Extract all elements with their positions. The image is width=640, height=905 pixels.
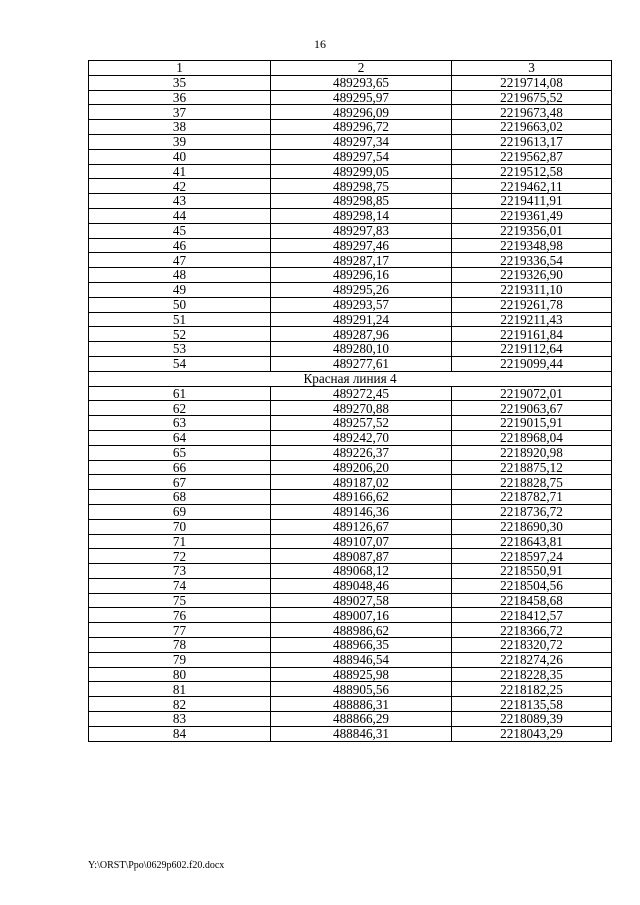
table-row xyxy=(89,134,612,149)
table-row xyxy=(89,490,612,505)
table-row xyxy=(89,105,612,120)
table-row xyxy=(89,327,612,342)
table-row xyxy=(89,416,612,431)
point-number-cell: 79 xyxy=(89,652,271,667)
point-number-cell: 43 xyxy=(89,194,271,209)
y-coordinate-cell: 2218875,12 xyxy=(452,460,612,475)
table-row xyxy=(89,638,612,653)
point-number-cell: 74 xyxy=(89,578,271,593)
table-row xyxy=(89,90,612,105)
y-coordinate-cell: 2218135,58 xyxy=(452,697,612,712)
y-coordinate-cell: 2219411,91 xyxy=(452,194,612,209)
point-number-cell: 68 xyxy=(89,490,271,505)
y-coordinate-cell: 2218782,71 xyxy=(452,490,612,505)
point-number-cell: 81 xyxy=(89,682,271,697)
y-coordinate-cell: 2219336,54 xyxy=(452,253,612,268)
table-row xyxy=(89,297,612,312)
table-row xyxy=(89,682,612,697)
table-row xyxy=(89,519,612,534)
y-coordinate-cell: 2219261,78 xyxy=(452,297,612,312)
x-coordinate-cell: 489297,34 xyxy=(271,134,452,149)
point-number-cell: 42 xyxy=(89,179,271,194)
table-row xyxy=(89,504,612,519)
point-number-cell: 36 xyxy=(89,90,271,105)
section-title-row xyxy=(89,371,612,386)
table-row xyxy=(89,667,612,682)
y-coordinate-cell: 2219326,90 xyxy=(452,268,612,283)
point-number-cell: 80 xyxy=(89,667,271,682)
table-row xyxy=(89,593,612,608)
x-coordinate-cell: 489166,62 xyxy=(271,490,452,505)
point-number-cell: 48 xyxy=(89,268,271,283)
y-coordinate-cell: 2218043,29 xyxy=(452,726,612,741)
table-row xyxy=(89,445,612,460)
x-coordinate-cell: 488846,31 xyxy=(271,726,452,741)
table-row xyxy=(89,549,612,564)
x-coordinate-cell: 489299,05 xyxy=(271,164,452,179)
y-coordinate-cell: 2218366,72 xyxy=(452,623,612,638)
y-coordinate-cell: 2219361,49 xyxy=(452,208,612,223)
table-row xyxy=(89,312,612,327)
point-number-cell: 35 xyxy=(89,75,271,90)
table-row xyxy=(89,578,612,593)
table-row xyxy=(89,608,612,623)
footer-file-path: Y:\ORST\Ppo\0629p602.f20.docx xyxy=(88,860,225,871)
point-number-cell: 73 xyxy=(89,564,271,579)
y-coordinate-cell: 2218274,26 xyxy=(452,652,612,667)
x-coordinate-cell: 489291,24 xyxy=(271,312,452,327)
y-coordinate-cell: 2219663,02 xyxy=(452,120,612,135)
x-coordinate-cell: 489296,16 xyxy=(271,268,452,283)
table-row xyxy=(89,120,612,135)
point-number-cell: 62 xyxy=(89,401,271,416)
table-row xyxy=(89,194,612,209)
x-coordinate-cell: 489297,83 xyxy=(271,223,452,238)
column-header-y: 3 xyxy=(452,61,612,76)
point-number-cell: 77 xyxy=(89,623,271,638)
y-coordinate-cell: 2218550,91 xyxy=(452,564,612,579)
point-number-cell: 50 xyxy=(89,297,271,312)
point-number-cell: 41 xyxy=(89,164,271,179)
x-coordinate-cell: 489087,87 xyxy=(271,549,452,564)
table-row xyxy=(89,164,612,179)
y-coordinate-cell: 2218228,35 xyxy=(452,667,612,682)
y-coordinate-cell: 2219099,44 xyxy=(452,356,612,371)
x-coordinate-cell: 488946,54 xyxy=(271,652,452,667)
table-row xyxy=(89,223,612,238)
point-number-cell: 37 xyxy=(89,105,271,120)
point-number-cell: 40 xyxy=(89,149,271,164)
table-row xyxy=(89,623,612,638)
point-number-cell: 46 xyxy=(89,238,271,253)
y-coordinate-cell: 2219562,87 xyxy=(452,149,612,164)
x-coordinate-cell: 489293,57 xyxy=(271,297,452,312)
x-coordinate-cell: 488986,62 xyxy=(271,623,452,638)
table-row xyxy=(89,726,612,741)
x-coordinate-cell: 489126,67 xyxy=(271,519,452,534)
point-number-cell: 72 xyxy=(89,549,271,564)
y-coordinate-cell: 2218643,81 xyxy=(452,534,612,549)
table-row xyxy=(89,697,612,712)
x-coordinate-cell: 489257,52 xyxy=(271,416,452,431)
x-coordinate-cell: 488866,29 xyxy=(271,712,452,727)
y-coordinate-cell: 2218736,72 xyxy=(452,504,612,519)
x-coordinate-cell: 489277,61 xyxy=(271,356,452,371)
table-row xyxy=(89,75,612,90)
table-row xyxy=(89,564,612,579)
x-coordinate-cell: 489295,26 xyxy=(271,282,452,297)
point-number-cell: 70 xyxy=(89,519,271,534)
column-header-point: 1 xyxy=(89,61,271,76)
x-coordinate-cell: 489287,17 xyxy=(271,253,452,268)
x-coordinate-cell: 489293,65 xyxy=(271,75,452,90)
point-number-cell: 61 xyxy=(89,386,271,401)
x-coordinate-cell: 489297,46 xyxy=(271,238,452,253)
point-number-cell: 67 xyxy=(89,475,271,490)
table-row xyxy=(89,238,612,253)
point-number-cell: 45 xyxy=(89,223,271,238)
table-row xyxy=(89,253,612,268)
y-coordinate-cell: 2219714,08 xyxy=(452,75,612,90)
table-row xyxy=(89,208,612,223)
y-coordinate-cell: 2218968,04 xyxy=(452,430,612,445)
point-number-cell: 47 xyxy=(89,253,271,268)
point-number-cell: 53 xyxy=(89,342,271,357)
y-coordinate-cell: 2219348,98 xyxy=(452,238,612,253)
point-number-cell: 82 xyxy=(89,697,271,712)
x-coordinate-cell: 489242,70 xyxy=(271,430,452,445)
x-coordinate-cell: 489298,75 xyxy=(271,179,452,194)
point-number-cell: 64 xyxy=(89,430,271,445)
x-coordinate-cell: 489296,72 xyxy=(271,120,452,135)
table-row xyxy=(89,430,612,445)
x-coordinate-cell: 489280,10 xyxy=(271,342,452,357)
y-coordinate-cell: 2218089,39 xyxy=(452,712,612,727)
x-coordinate-cell: 489007,16 xyxy=(271,608,452,623)
table-row xyxy=(89,179,612,194)
table-row xyxy=(89,534,612,549)
y-coordinate-cell: 2218597,24 xyxy=(452,549,612,564)
table-row xyxy=(89,282,612,297)
y-coordinate-cell: 2219015,91 xyxy=(452,416,612,431)
x-coordinate-cell: 489287,96 xyxy=(271,327,452,342)
y-coordinate-cell: 2219512,58 xyxy=(452,164,612,179)
x-coordinate-cell: 489068,12 xyxy=(271,564,452,579)
point-number-cell: 52 xyxy=(89,327,271,342)
x-coordinate-cell: 489270,88 xyxy=(271,401,452,416)
table-row xyxy=(89,652,612,667)
y-coordinate-cell: 2218412,57 xyxy=(452,608,612,623)
coordinates-table xyxy=(88,60,612,742)
point-number-cell: 76 xyxy=(89,608,271,623)
table-row xyxy=(89,149,612,164)
point-number-cell: 39 xyxy=(89,134,271,149)
y-coordinate-cell: 2219161,84 xyxy=(452,327,612,342)
y-coordinate-cell: 2219063,67 xyxy=(452,401,612,416)
table-row xyxy=(89,401,612,416)
table-header-row xyxy=(89,61,612,76)
y-coordinate-cell: 2219675,52 xyxy=(452,90,612,105)
y-coordinate-cell: 2218920,98 xyxy=(452,445,612,460)
y-coordinate-cell: 2219356,01 xyxy=(452,223,612,238)
x-coordinate-cell: 489298,14 xyxy=(271,208,452,223)
table-row xyxy=(89,712,612,727)
point-number-cell: 38 xyxy=(89,120,271,135)
point-number-cell: 84 xyxy=(89,726,271,741)
y-coordinate-cell: 2218504,56 xyxy=(452,578,612,593)
y-coordinate-cell: 2218182,25 xyxy=(452,682,612,697)
point-number-cell: 65 xyxy=(89,445,271,460)
point-number-cell: 69 xyxy=(89,504,271,519)
y-coordinate-cell: 2219112,64 xyxy=(452,342,612,357)
point-number-cell: 83 xyxy=(89,712,271,727)
x-coordinate-cell: 489272,45 xyxy=(271,386,452,401)
point-number-cell: 71 xyxy=(89,534,271,549)
section-title: Красная линия 4 xyxy=(89,371,612,386)
point-number-cell: 66 xyxy=(89,460,271,475)
y-coordinate-cell: 2218690,30 xyxy=(452,519,612,534)
x-coordinate-cell: 489298,85 xyxy=(271,194,452,209)
x-coordinate-cell: 488966,35 xyxy=(271,638,452,653)
y-coordinate-cell: 2219673,48 xyxy=(452,105,612,120)
table-row xyxy=(89,460,612,475)
table-row xyxy=(89,475,612,490)
y-coordinate-cell: 2219311,10 xyxy=(452,282,612,297)
x-coordinate-cell: 488925,98 xyxy=(271,667,452,682)
table-row xyxy=(89,356,612,371)
table-row xyxy=(89,342,612,357)
x-coordinate-cell: 489048,46 xyxy=(271,578,452,593)
x-coordinate-cell: 488886,31 xyxy=(271,697,452,712)
point-number-cell: 44 xyxy=(89,208,271,223)
x-coordinate-cell: 488905,56 xyxy=(271,682,452,697)
y-coordinate-cell: 2219211,43 xyxy=(452,312,612,327)
point-number-cell: 49 xyxy=(89,282,271,297)
y-coordinate-cell: 2218458,68 xyxy=(452,593,612,608)
page-number: 16 xyxy=(314,37,326,51)
x-coordinate-cell: 489146,36 xyxy=(271,504,452,519)
y-coordinate-cell: 2218828,75 xyxy=(452,475,612,490)
point-number-cell: 78 xyxy=(89,638,271,653)
column-header-x: 2 xyxy=(271,61,452,76)
x-coordinate-cell: 489187,02 xyxy=(271,475,452,490)
x-coordinate-cell: 489295,97 xyxy=(271,90,452,105)
x-coordinate-cell: 489027,58 xyxy=(271,593,452,608)
point-number-cell: 75 xyxy=(89,593,271,608)
point-number-cell: 63 xyxy=(89,416,271,431)
x-coordinate-cell: 489206,20 xyxy=(271,460,452,475)
y-coordinate-cell: 2219462,11 xyxy=(452,179,612,194)
point-number-cell: 54 xyxy=(89,356,271,371)
x-coordinate-cell: 489297,54 xyxy=(271,149,452,164)
table-row xyxy=(89,386,612,401)
y-coordinate-cell: 2218320,72 xyxy=(452,638,612,653)
x-coordinate-cell: 489226,37 xyxy=(271,445,452,460)
y-coordinate-cell: 2219072,01 xyxy=(452,386,612,401)
table-row xyxy=(89,268,612,283)
point-number-cell: 51 xyxy=(89,312,271,327)
y-coordinate-cell: 2219613,17 xyxy=(452,134,612,149)
x-coordinate-cell: 489296,09 xyxy=(271,105,452,120)
x-coordinate-cell: 489107,07 xyxy=(271,534,452,549)
